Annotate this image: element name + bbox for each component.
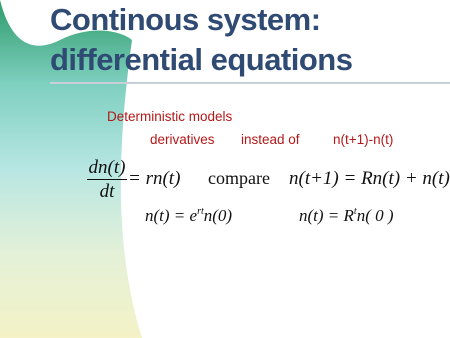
subtitle: Deterministic models	[107, 109, 233, 124]
discrete-solution	[299, 206, 394, 226]
discrete-solution-lhs: n(t) = R	[299, 206, 354, 225]
fraction-bar	[87, 179, 127, 180]
continuous-solution	[145, 206, 232, 226]
title-line-1: Continous system:	[50, 2, 321, 37]
comparison-right: n(t+1)-n(t)	[333, 132, 394, 147]
comparison-left: derivatives	[150, 132, 215, 147]
discrete-solution-rhs: n( 0 )	[356, 206, 394, 225]
title-line-2: differential equations	[50, 42, 353, 77]
discrete-equation: n(t+1) = Rn(t) + n(t)	[289, 168, 450, 189]
continuous-solution-lhs: n(t) = e	[145, 206, 198, 225]
comparison-middle: instead of	[241, 132, 300, 147]
fraction-numerator: dn(t)	[88, 157, 126, 178]
continuous-solution-rhs: n(0)	[203, 206, 233, 225]
continuous-solution-exponent: rt	[197, 206, 204, 217]
compare-word: compare	[208, 168, 270, 188]
discrete-solution-exponent: t	[353, 206, 357, 217]
title-divider	[50, 82, 450, 84]
fraction-denominator: dt	[99, 181, 115, 202]
continuous-equation-rhs: = rn(t)	[128, 168, 181, 189]
derivative-fraction	[87, 158, 127, 202]
